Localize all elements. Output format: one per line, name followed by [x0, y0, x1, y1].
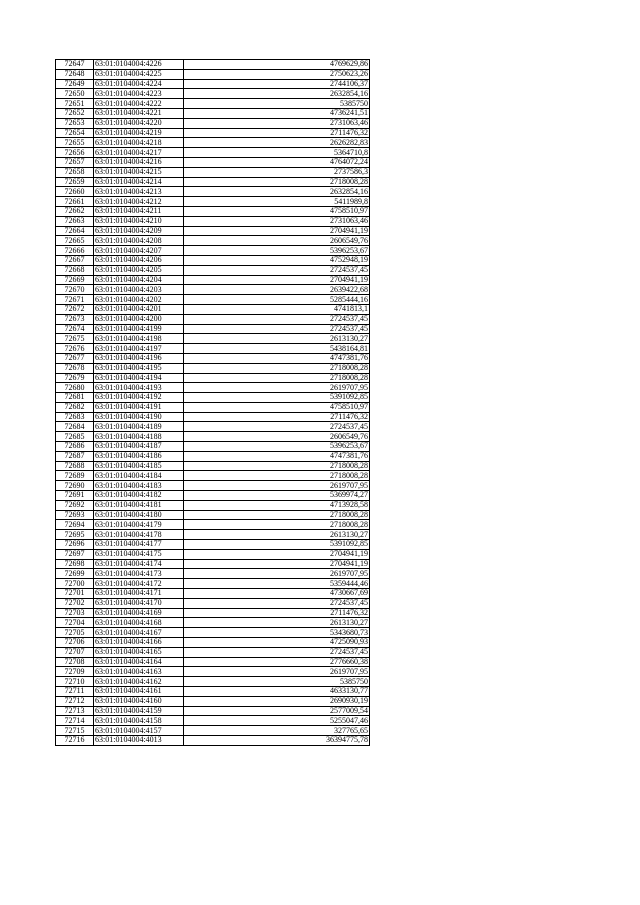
table-row	[56, 647, 370, 657]
table-row	[56, 461, 370, 471]
table-row	[56, 246, 370, 256]
value-cell: 2718008,28	[184, 520, 370, 530]
value-cell: 2724537,45	[184, 324, 370, 334]
cadastral-number-cell: 63:01:0104004:4221	[94, 108, 184, 118]
cadastral-number-cell: 63:01:0104004:4181	[94, 500, 184, 510]
table-row	[56, 432, 370, 442]
table-row	[56, 559, 370, 569]
row-number-cell: 72659	[56, 177, 94, 187]
row-number-cell: 72692	[56, 500, 94, 510]
table-row	[56, 687, 370, 697]
value-cell: 4633130,77	[184, 687, 370, 697]
value-cell: 5411989,8	[184, 197, 370, 207]
row-number-cell: 72695	[56, 530, 94, 540]
cadastral-number-cell: 63:01:0104004:4210	[94, 216, 184, 226]
row-number-cell: 72694	[56, 520, 94, 530]
table-row	[56, 353, 370, 363]
value-cell: 4713928,58	[184, 500, 370, 510]
table-row	[56, 236, 370, 246]
row-number-cell: 72655	[56, 138, 94, 148]
value-cell: 2718008,28	[184, 471, 370, 481]
cadastral-number-cell: 63:01:0104004:4161	[94, 687, 184, 697]
table-row	[56, 481, 370, 491]
cadastral-number-cell: 63:01:0104004:4175	[94, 549, 184, 559]
value-cell: 2613130,27	[184, 334, 370, 344]
value-cell: 5359444,46	[184, 579, 370, 589]
row-number-cell: 72683	[56, 412, 94, 422]
cadastral-number-cell: 63:01:0104004:4187	[94, 442, 184, 452]
value-cell: 2606549,76	[184, 236, 370, 246]
table-row	[56, 500, 370, 510]
table-row	[56, 344, 370, 354]
table-row	[56, 255, 370, 265]
row-number-cell: 72656	[56, 148, 94, 158]
cadastral-number-cell: 63:01:0104004:4184	[94, 471, 184, 481]
table-row	[56, 579, 370, 589]
cadastral-number-cell: 63:01:0104004:4162	[94, 677, 184, 687]
table-row	[56, 285, 370, 295]
value-cell: 2632854,16	[184, 89, 370, 99]
value-cell: 4747381,76	[184, 353, 370, 363]
row-number-cell: 72690	[56, 481, 94, 491]
cadastral-number-cell: 63:01:0104004:4209	[94, 226, 184, 236]
cadastral-number-cell: 63:01:0104004:4169	[94, 608, 184, 618]
table-row	[56, 206, 370, 216]
table-row	[56, 334, 370, 344]
value-cell: 2704941,19	[184, 549, 370, 559]
row-number-cell: 72648	[56, 69, 94, 79]
value-cell: 2619707,95	[184, 481, 370, 491]
table-row	[56, 608, 370, 618]
cadastral-number-cell: 63:01:0104004:4199	[94, 324, 184, 334]
row-number-cell: 72678	[56, 363, 94, 373]
cadastral-number-cell: 63:01:0104004:4198	[94, 334, 184, 344]
value-cell: 2704941,19	[184, 226, 370, 236]
table-row	[56, 128, 370, 138]
cadastral-number-cell: 63:01:0104004:4207	[94, 246, 184, 256]
value-cell: 5396253,67	[184, 442, 370, 452]
row-number-cell: 72697	[56, 549, 94, 559]
value-cell: 2718008,28	[184, 373, 370, 383]
table-row	[56, 716, 370, 726]
value-cell: 2744106,37	[184, 79, 370, 89]
table-row	[56, 422, 370, 432]
row-number-cell: 72681	[56, 393, 94, 403]
value-cell: 2626282,83	[184, 138, 370, 148]
cadastral-number-cell: 63:01:0104004:4215	[94, 167, 184, 177]
value-cell: 5369974,27	[184, 491, 370, 501]
cadastral-number-cell: 63:01:0104004:4226	[94, 60, 184, 70]
row-number-cell: 72662	[56, 206, 94, 216]
table-row	[56, 726, 370, 736]
cadastral-number-cell: 63:01:0104004:4197	[94, 344, 184, 354]
row-number-cell: 72664	[56, 226, 94, 236]
cadastral-number-cell: 63:01:0104004:4182	[94, 491, 184, 501]
row-number-cell: 72665	[56, 236, 94, 246]
value-cell: 4747381,76	[184, 451, 370, 461]
value-cell: 5255047,46	[184, 716, 370, 726]
table-row	[56, 148, 370, 158]
row-number-cell: 72672	[56, 304, 94, 314]
cadastral-number-cell: 63:01:0104004:4190	[94, 412, 184, 422]
table-row	[56, 393, 370, 403]
value-cell: 2632854,16	[184, 187, 370, 197]
cadastral-number-cell: 63:01:0104004:4013	[94, 735, 184, 745]
value-cell: 2619707,95	[184, 569, 370, 579]
cadastral-number-cell: 63:01:0104004:4173	[94, 569, 184, 579]
row-number-cell: 72651	[56, 99, 94, 109]
row-number-cell: 72711	[56, 687, 94, 697]
cadastral-number-cell: 63:01:0104004:4177	[94, 540, 184, 550]
value-cell: 4758510,97	[184, 402, 370, 412]
table-row	[56, 324, 370, 334]
table-row	[56, 314, 370, 324]
table-row	[56, 667, 370, 677]
value-cell: 2776660,38	[184, 657, 370, 667]
row-number-cell: 72699	[56, 569, 94, 579]
cadastral-number-cell: 63:01:0104004:4170	[94, 598, 184, 608]
table-row	[56, 157, 370, 167]
cadastral-number-cell: 63:01:0104004:4201	[94, 304, 184, 314]
cadastral-number-cell: 63:01:0104004:4180	[94, 510, 184, 520]
table-row	[56, 510, 370, 520]
row-number-cell: 72653	[56, 118, 94, 128]
value-cell: 4752948,19	[184, 255, 370, 265]
value-cell: 5285444,16	[184, 295, 370, 305]
table-row	[56, 89, 370, 99]
value-cell: 5391092,85	[184, 540, 370, 550]
table-row	[56, 520, 370, 530]
table-row	[56, 402, 370, 412]
row-number-cell: 72673	[56, 314, 94, 324]
cadastral-number-cell: 63:01:0104004:4203	[94, 285, 184, 295]
row-number-cell: 72650	[56, 89, 94, 99]
cadastral-number-cell: 63:01:0104004:4224	[94, 79, 184, 89]
value-cell: 36394775,78	[184, 735, 370, 745]
row-number-cell: 72716	[56, 735, 94, 745]
row-number-cell: 72689	[56, 471, 94, 481]
table-row	[56, 275, 370, 285]
cadastral-number-cell: 63:01:0104004:4213	[94, 187, 184, 197]
row-number-cell: 72663	[56, 216, 94, 226]
row-number-cell: 72670	[56, 285, 94, 295]
row-number-cell: 72708	[56, 657, 94, 667]
cadastral-number-cell: 63:01:0104004:4189	[94, 422, 184, 432]
table-row	[56, 442, 370, 452]
value-cell: 5385750	[184, 677, 370, 687]
row-number-cell: 72704	[56, 618, 94, 628]
table-row	[56, 618, 370, 628]
value-cell: 2577009,54	[184, 706, 370, 716]
table-row	[56, 383, 370, 393]
row-number-cell: 72687	[56, 451, 94, 461]
row-number-cell: 72691	[56, 491, 94, 501]
value-cell: 2704941,19	[184, 275, 370, 285]
value-cell: 2718008,28	[184, 461, 370, 471]
value-cell: 4758510,97	[184, 206, 370, 216]
value-cell: 2750623,26	[184, 69, 370, 79]
value-cell: 5391092,85	[184, 393, 370, 403]
row-number-cell: 72710	[56, 677, 94, 687]
cadastral-number-cell: 63:01:0104004:4216	[94, 157, 184, 167]
row-number-cell: 72654	[56, 128, 94, 138]
row-number-cell: 72660	[56, 187, 94, 197]
row-number-cell: 72671	[56, 295, 94, 305]
row-number-cell: 72674	[56, 324, 94, 334]
value-cell: 2724537,45	[184, 314, 370, 324]
cadastral-number-cell: 63:01:0104004:4204	[94, 275, 184, 285]
value-cell: 2724537,45	[184, 647, 370, 657]
table-row	[56, 735, 370, 745]
cadastral-number-cell: 63:01:0104004:4208	[94, 236, 184, 246]
row-number-cell: 72693	[56, 510, 94, 520]
table-row	[56, 363, 370, 373]
value-cell: 2613130,27	[184, 530, 370, 540]
table-row	[56, 265, 370, 275]
cadastral-number-cell: 63:01:0104004:4183	[94, 481, 184, 491]
cadastral-number-cell: 63:01:0104004:4158	[94, 716, 184, 726]
value-cell: 2613130,27	[184, 618, 370, 628]
table-row	[56, 657, 370, 667]
table-row	[56, 138, 370, 148]
value-cell: 5385750	[184, 99, 370, 109]
table-row	[56, 412, 370, 422]
value-cell: 4741813,1	[184, 304, 370, 314]
cadastral-number-cell: 63:01:0104004:4195	[94, 363, 184, 373]
row-number-cell: 72698	[56, 559, 94, 569]
value-cell: 2718008,28	[184, 363, 370, 373]
cadastral-number-cell: 63:01:0104004:4167	[94, 628, 184, 638]
table-row	[56, 60, 370, 70]
table-row	[56, 226, 370, 236]
table-row	[56, 677, 370, 687]
cadastral-number-cell: 63:01:0104004:4193	[94, 383, 184, 393]
table-row	[56, 589, 370, 599]
table-row	[56, 491, 370, 501]
cadastral-number-cell: 63:01:0104004:4171	[94, 589, 184, 599]
row-number-cell: 72685	[56, 432, 94, 442]
table-row	[56, 99, 370, 109]
row-number-cell: 72709	[56, 667, 94, 677]
table-row	[56, 69, 370, 79]
cadastral-number-cell: 63:01:0104004:4200	[94, 314, 184, 324]
table-row	[56, 108, 370, 118]
table-row	[56, 167, 370, 177]
row-number-cell: 72715	[56, 726, 94, 736]
cadastral-number-cell: 63:01:0104004:4192	[94, 393, 184, 403]
value-cell: 4725090,93	[184, 638, 370, 648]
value-cell: 2718008,28	[184, 177, 370, 187]
row-number-cell: 72707	[56, 647, 94, 657]
row-number-cell: 72686	[56, 442, 94, 452]
row-number-cell: 72714	[56, 716, 94, 726]
cadastral-number-cell: 63:01:0104004:4174	[94, 559, 184, 569]
table-row	[56, 118, 370, 128]
row-number-cell: 72669	[56, 275, 94, 285]
cadastral-number-cell: 63:01:0104004:4196	[94, 353, 184, 363]
cadastral-number-cell: 63:01:0104004:4217	[94, 148, 184, 158]
table-row	[56, 638, 370, 648]
table-row	[56, 177, 370, 187]
cadastral-number-cell: 63:01:0104004:4212	[94, 197, 184, 207]
value-cell: 2711476,32	[184, 128, 370, 138]
cadastral-number-cell: 63:01:0104004:4222	[94, 99, 184, 109]
cadastral-number-cell: 63:01:0104004:4206	[94, 255, 184, 265]
row-number-cell: 72703	[56, 608, 94, 618]
table-row	[56, 569, 370, 579]
table-row	[56, 295, 370, 305]
row-number-cell: 72713	[56, 706, 94, 716]
cadastral-number-cell: 63:01:0104004:4194	[94, 373, 184, 383]
value-cell: 2718008,28	[184, 510, 370, 520]
row-number-cell: 72658	[56, 167, 94, 177]
row-number-cell: 72696	[56, 540, 94, 550]
row-number-cell: 72675	[56, 334, 94, 344]
table-row	[56, 628, 370, 638]
row-number-cell: 72688	[56, 461, 94, 471]
cadastral-number-cell: 63:01:0104004:4163	[94, 667, 184, 677]
value-cell: 4769629,86	[184, 60, 370, 70]
value-cell: 2711476,32	[184, 608, 370, 618]
row-number-cell: 72679	[56, 373, 94, 383]
table-row	[56, 471, 370, 481]
row-number-cell: 72680	[56, 383, 94, 393]
row-number-cell: 72684	[56, 422, 94, 432]
cadastral-number-cell: 63:01:0104004:4202	[94, 295, 184, 305]
row-number-cell: 72700	[56, 579, 94, 589]
value-cell: 2704941,19	[184, 559, 370, 569]
cadastral-number-cell: 63:01:0104004:4164	[94, 657, 184, 667]
value-cell: 2724537,45	[184, 422, 370, 432]
value-cell: 5396253,67	[184, 246, 370, 256]
value-cell: 2724537,45	[184, 265, 370, 275]
table-row	[56, 304, 370, 314]
table-row	[56, 696, 370, 706]
cadastral-number-cell: 63:01:0104004:4223	[94, 89, 184, 99]
row-number-cell: 72701	[56, 589, 94, 599]
table-row	[56, 373, 370, 383]
value-cell: 2619707,95	[184, 667, 370, 677]
row-number-cell: 72705	[56, 628, 94, 638]
table-row	[56, 706, 370, 716]
cadastral-number-cell: 63:01:0104004:4157	[94, 726, 184, 736]
value-cell: 4764072,24	[184, 157, 370, 167]
table-body	[56, 60, 370, 746]
cadastral-number-cell: 63:01:0104004:4186	[94, 451, 184, 461]
value-cell: 2737586,3	[184, 167, 370, 177]
cadastral-number-cell: 63:01:0104004:4179	[94, 520, 184, 530]
value-cell: 5343680,73	[184, 628, 370, 638]
row-number-cell: 72676	[56, 344, 94, 354]
value-cell: 5364710,8	[184, 148, 370, 158]
row-number-cell: 72712	[56, 696, 94, 706]
table-row	[56, 216, 370, 226]
row-number-cell: 72657	[56, 157, 94, 167]
cadastral-number-cell: 63:01:0104004:4166	[94, 638, 184, 648]
table-row	[56, 187, 370, 197]
value-cell: 4736241,51	[184, 108, 370, 118]
row-number-cell: 72702	[56, 598, 94, 608]
cadastral-number-cell: 63:01:0104004:4220	[94, 118, 184, 128]
cadastral-number-cell: 63:01:0104004:4160	[94, 696, 184, 706]
cadastral-number-cell: 63:01:0104004:4205	[94, 265, 184, 275]
cadastral-number-cell: 63:01:0104004:4178	[94, 530, 184, 540]
cadastral-value-table	[55, 59, 370, 746]
cadastral-number-cell: 63:01:0104004:4165	[94, 647, 184, 657]
cadastral-number-cell: 63:01:0104004:4191	[94, 402, 184, 412]
table-row	[56, 549, 370, 559]
value-cell: 2724537,45	[184, 598, 370, 608]
value-cell: 2690930,19	[184, 696, 370, 706]
row-number-cell: 72667	[56, 255, 94, 265]
table-row	[56, 540, 370, 550]
table-row	[56, 79, 370, 89]
row-number-cell: 72682	[56, 402, 94, 412]
cadastral-number-cell: 63:01:0104004:4219	[94, 128, 184, 138]
table-row	[56, 451, 370, 461]
row-number-cell: 72706	[56, 638, 94, 648]
cadastral-number-cell: 63:01:0104004:4168	[94, 618, 184, 628]
row-number-cell: 72652	[56, 108, 94, 118]
value-cell: 2639422,68	[184, 285, 370, 295]
cadastral-number-cell: 63:01:0104004:4218	[94, 138, 184, 148]
table-row	[56, 197, 370, 207]
value-cell: 2731063,46	[184, 118, 370, 128]
cadastral-number-cell: 63:01:0104004:4172	[94, 579, 184, 589]
cadastral-number-cell: 63:01:0104004:4214	[94, 177, 184, 187]
row-number-cell: 72677	[56, 353, 94, 363]
cadastral-number-cell: 63:01:0104004:4159	[94, 706, 184, 716]
value-cell: 327765,65	[184, 726, 370, 736]
row-number-cell: 72668	[56, 265, 94, 275]
value-cell: 4730667,69	[184, 589, 370, 599]
cadastral-number-cell: 63:01:0104004:4188	[94, 432, 184, 442]
cadastral-number-cell: 63:01:0104004:4225	[94, 69, 184, 79]
cadastral-number-cell: 63:01:0104004:4185	[94, 461, 184, 471]
row-number-cell: 72661	[56, 197, 94, 207]
row-number-cell: 72649	[56, 79, 94, 89]
value-cell: 2731063,46	[184, 216, 370, 226]
value-cell: 2619707,95	[184, 383, 370, 393]
value-cell: 2606549,76	[184, 432, 370, 442]
row-number-cell: 72666	[56, 246, 94, 256]
table-row	[56, 530, 370, 540]
value-cell: 2711476,32	[184, 412, 370, 422]
cadastral-number-cell: 63:01:0104004:4211	[94, 206, 184, 216]
table-row	[56, 598, 370, 608]
value-cell: 5438164,81	[184, 344, 370, 354]
row-number-cell: 72647	[56, 60, 94, 70]
